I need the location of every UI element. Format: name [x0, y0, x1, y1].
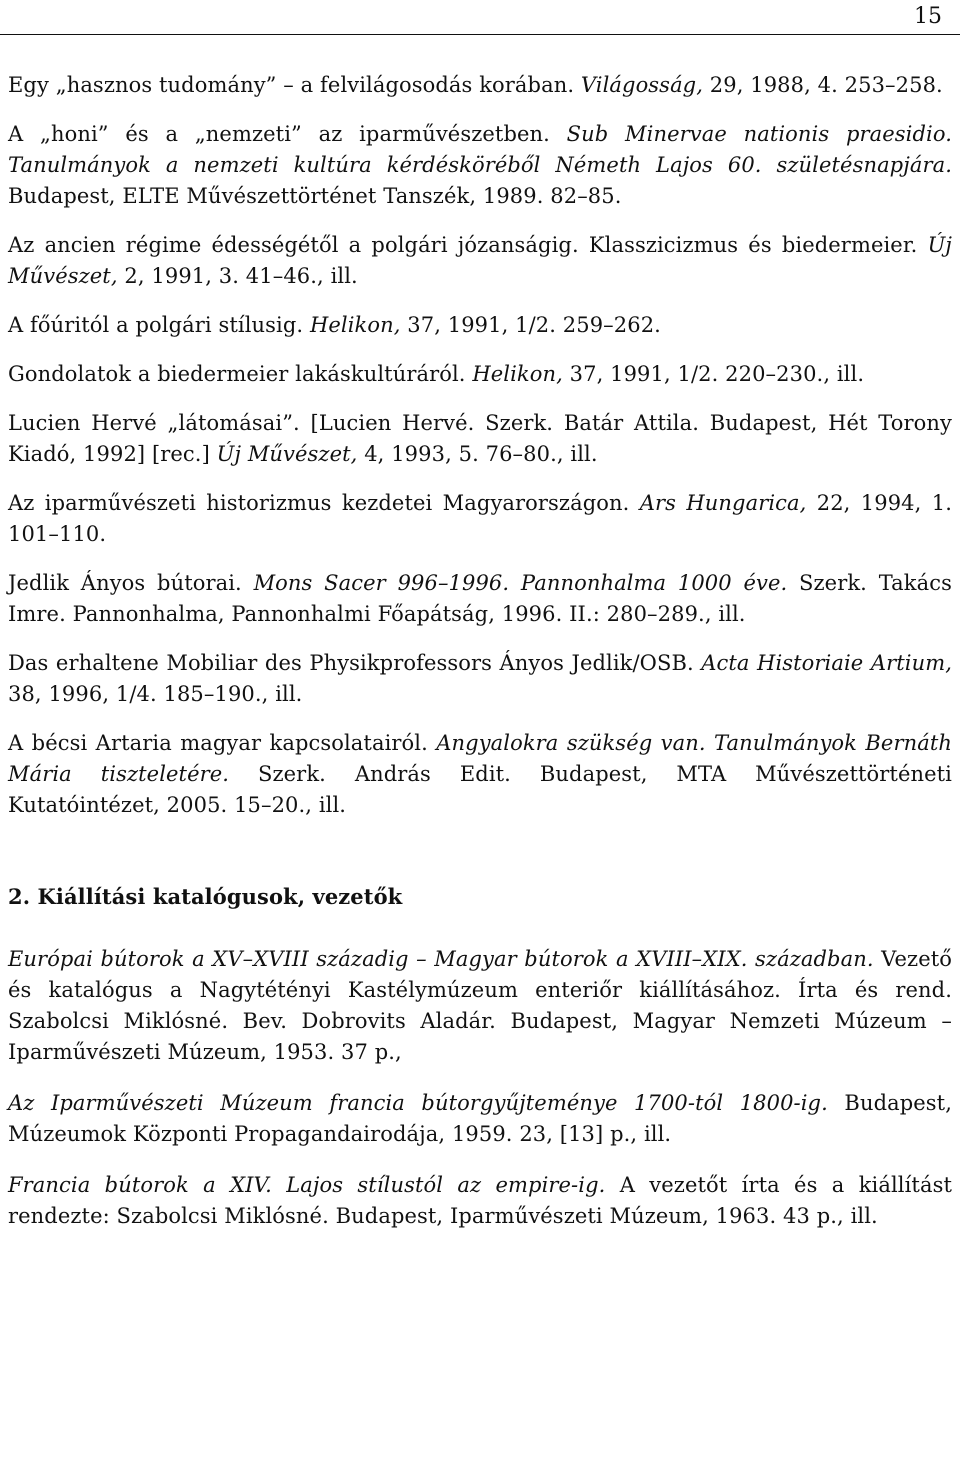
bib-entry: A „honi” és a „nemzeti” az iparművészetben. Sub Minervae nationis praesidio. Tanulmányok a nemzeti kultúra kérdésköréből Németh Lajos 60. születésnapjára. Budapest, ELTE Művészettörténet Tanszék, 1989. 82–85. — [8, 122, 952, 208]
bib-entry: Lucien Hervé „látomásai”. [Lucien Hervé. Szerk. Batár Attila. Budapest, Hét Torony Kiadó, 1992] [rec.] Új Művészet, 4, 1993, 5. 76–80., ill. — [8, 411, 952, 466]
bib-entry: Gondolatok a biedermeier lakáskultúráról. Helikon, 37, 1991, 1/2. 220–230., ill. — [8, 362, 865, 386]
bib-entry: Az iparművészeti historizmus kezdetei Magyarországon. Ars Hungarica, 22, 1994, 1. 101–110. — [8, 491, 953, 546]
bibliography — [8, 70, 952, 1252]
page-number: 15 — [914, 4, 942, 29]
bibliography-list-catalogues — [8, 944, 952, 1232]
bib-entry: Az ancien régime édességétől a polgári józanságig. Klasszicizmus és biedermeier. Új Művészet, 2, 1991, 3. 41–46., ill. — [8, 233, 952, 288]
header-rule — [0, 34, 960, 35]
section-heading: 2. Kiállítási katalógusok, vezetők — [8, 884, 403, 909]
bib-entry: Francia bútorok a XIV. Lajos stílustól az empire-ig. A vezetőt írta és a kiállítást rendezte: Szabolcsi Miklósné. Budapest, Iparművészeti Múzeum, 1963. 43 p., ill. — [8, 1173, 952, 1228]
bib-entry: A bécsi Artaria magyar kapcsolatairól. Angyalokra szükség van. Tanulmányok Bernáth Mária tiszteletére. Szerk. András Edit. Budapest, MTA Művészettörténeti Kutatóintézet, 2005. 15–20., ill. — [8, 731, 952, 817]
bib-entry: Egy „hasznos tudomány” – a felvilágosodás korában. Világosság, 29, 1988, 4. 253–258. — [8, 73, 943, 97]
bib-entry: A főúritól a polgári stílusig. Helikon, 37, 1991, 1/2. 259–262. — [8, 313, 661, 337]
bib-entry: Das erhaltene Mobiliar des Physikprofessors Ányos Jedlik/OSB. Acta Historiaie Artium, 38, 1996, 1/4. 185–190., ill. — [8, 651, 952, 706]
bib-entry: Európai bútorok a XV–XVIII századig – Magyar bútorok a XVIII–XIX. században. Vezető és katalógus a Nagytétényi Kastélymúzeum enteriőr kiállításához. Írta és rend. Szabolcsi Miklósné. Bev. Dobrovits Aladár. Budapest, Magyar Nemzeti Múzeum – Iparművészeti Múzeum, 1953. 37 p., — [8, 947, 953, 1064]
bibliography-list-studies — [8, 70, 952, 821]
bib-entry: Az Iparművészeti Múzeum francia bútorgyűjteménye 1700-tól 1800-ig. Budapest, Múzeumok Központi Propagandairodája, 1959. 23, [13] p., ill. — [8, 1091, 952, 1146]
bib-entry: Jedlik Ányos bútorai. Mons Sacer 996–1996. Pannonhalma 1000 éve. Szerk. Takács Imre. Pannonhalma, Pannonhalmi Főapátság, 1996. II.: 280–289., ill. — [8, 571, 952, 626]
